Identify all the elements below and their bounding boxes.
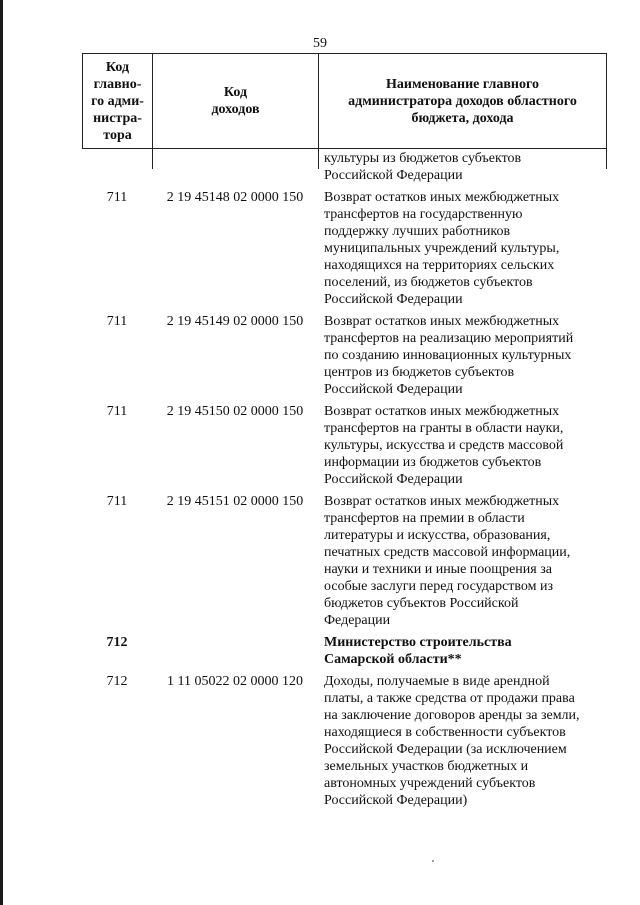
name-line: Министерство строительства	[324, 635, 512, 650]
name-line: особые заслуги перед государством из	[324, 579, 554, 594]
name-cell	[318, 403, 607, 488]
col3-line: бюджета, дохода	[411, 110, 514, 126]
name-line: трансфертов на реализацию мероприятий	[324, 331, 574, 346]
name-line: Возврат остатков иных межбюджетных	[324, 190, 560, 205]
header-income-code	[153, 54, 319, 148]
name-line: земельных участков бюджетных и	[324, 759, 529, 774]
name-line: Российской Федерации)	[324, 793, 468, 808]
name-line: находящиеся в собственности субъектов	[324, 725, 566, 740]
name-line: Российской Федерации	[324, 472, 463, 487]
table-row	[82, 673, 607, 809]
income-code-cell: 2 19 45151 02 0000 150	[166, 494, 304, 509]
col2-line: Код	[223, 85, 248, 100]
name-cell	[318, 313, 607, 398]
name-line: информации из бюджетов субъектов	[324, 455, 542, 470]
header-admin-code-text	[91, 59, 144, 144]
admin-code-cell: 712	[106, 674, 128, 689]
table-row	[82, 493, 607, 629]
admin-code-cell: 711	[106, 314, 128, 329]
name-cell	[318, 493, 607, 629]
name-line: поддержку лучших работников	[324, 224, 511, 239]
name-line: культуры, искусства и средств массовой	[324, 438, 564, 453]
name-line: печатных средств массовой информации,	[324, 545, 571, 560]
income-code-cell	[152, 634, 318, 668]
admin-code-cell: 712	[106, 635, 128, 650]
name-line: науки и техники и иные поощрения за	[324, 562, 552, 577]
income-code-cell: 2 19 45149 02 0000 150	[166, 314, 304, 329]
name-line: трансфертов на гранты в области науки,	[324, 421, 564, 436]
name-line: поселений, из бюджетов субъектов	[324, 275, 533, 290]
col1-line: главно-	[93, 76, 142, 92]
income-code-cell	[152, 150, 318, 184]
name-line: культуры из бюджетов субъектов	[324, 151, 522, 166]
col3-line: Наименование главного	[386, 76, 539, 92]
name-line: Российской Федерации	[324, 382, 463, 397]
name-line: Возврат остатков иных межбюджетных	[324, 494, 560, 509]
table-row	[82, 634, 607, 668]
name-line: муниципальных учреждений культуры,	[324, 241, 560, 256]
name-line: Самарской области**	[324, 652, 462, 667]
name-cell	[318, 634, 607, 668]
name-line: литературы и искусства, образования,	[324, 528, 551, 543]
admin-code-cell: 711	[106, 494, 128, 509]
table-row	[82, 313, 607, 398]
table-row	[82, 189, 607, 308]
name-line: трансфертов на премии в области	[324, 511, 525, 526]
admin-code-cell: 711	[106, 190, 128, 205]
header-income-code-text	[211, 84, 259, 118]
name-cell	[318, 673, 607, 809]
name-line: Российской Федерации (за исключением	[324, 742, 567, 757]
col2-line: доходов	[211, 102, 260, 117]
income-code-cell: 1 11 05022 02 0000 120	[167, 674, 303, 689]
name-line: платы, а также средства от продажи права	[324, 691, 575, 706]
header-name	[319, 54, 606, 148]
income-code-cell: 2 19 45150 02 0000 150	[166, 404, 304, 419]
income-code-cell: 2 19 45148 02 0000 150	[166, 190, 304, 205]
col1-line: го адми-	[91, 93, 144, 109]
col3-line: администратора доходов областного	[348, 93, 577, 109]
admin-code-cell: 711	[106, 404, 128, 419]
name-line: по созданию инновационных культурных	[324, 348, 572, 363]
col1-line: Код	[105, 59, 130, 75]
scan-edge	[0, 0, 3, 905]
name-line: находящихся на территориях сельских	[324, 258, 555, 273]
table-body	[82, 150, 607, 809]
table-header	[82, 53, 607, 149]
name-line: центров из бюджетов субъектов	[324, 365, 515, 380]
col1-line: тора	[103, 127, 132, 143]
name-line: Доходы, получаемые в виде арендной	[324, 674, 550, 689]
name-line: бюджетов субъектов Российской	[324, 596, 519, 611]
name-line: автономных учреждений субъектов	[324, 776, 536, 791]
table-row	[82, 403, 607, 488]
name-line: трансфертов на государственную	[324, 207, 523, 222]
name-line: на заключение договоров аренды за земли,	[324, 708, 580, 723]
name-line: Российской Федерации	[324, 168, 463, 183]
page-number: 59	[313, 36, 327, 51]
scan-speck	[432, 860, 434, 862]
admin-code-cell	[82, 150, 152, 184]
name-line: Федерации	[324, 613, 391, 628]
name-cell	[318, 150, 607, 184]
col1-line: нистра-	[93, 110, 142, 126]
name-line: Возврат остатков иных межбюджетных	[324, 314, 560, 329]
name-cell	[318, 189, 607, 308]
header-admin-code	[83, 54, 153, 148]
table-row	[82, 150, 607, 184]
name-line: Российской Федерации	[324, 292, 463, 307]
header-name-text	[348, 76, 577, 127]
name-line: Возврат остатков иных межбюджетных	[324, 404, 560, 419]
